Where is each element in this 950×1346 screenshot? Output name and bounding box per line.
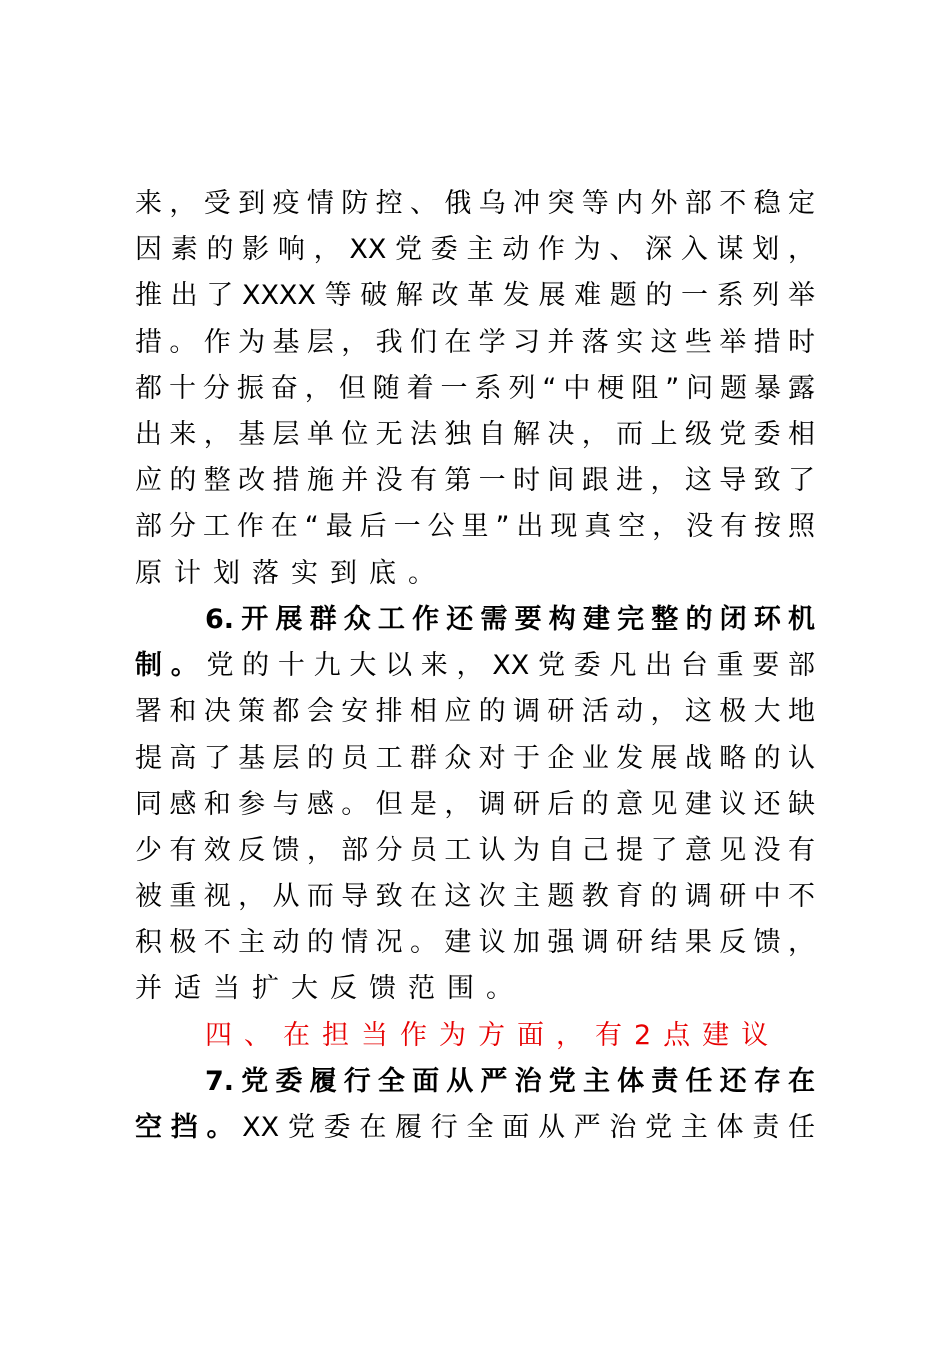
paragraph-line: 因素的影响，XX党委主动作为、深入谋划， <box>135 234 815 265</box>
section-heading-4: 四、在担当作为方面，有2点建议 <box>205 1020 781 1051</box>
paragraph-line: 积极不主动的情况。建议加强调研结果反馈， <box>135 927 815 958</box>
paragraph-line-last: 原计划落实到底。 <box>135 558 447 589</box>
paragraph-line: 出来，基层单位无法独自解决，而上级党委相 <box>135 419 815 450</box>
paragraph-line: 少有效反馈，部分员工认为自己提了意见没有 <box>135 835 815 866</box>
paragraph-line: 空挡。XX党委在履行全面从严治党主体责任 <box>135 1112 815 1143</box>
paragraph-line: 来，受到疫情防控、俄乌冲突等内外部不稳定 <box>135 188 815 219</box>
paragraph-line: 推出了XXXX等破解改革发展难题的一系列举 <box>135 280 815 311</box>
paragraph-line: 署和决策都会安排相应的调研活动，这极大地 <box>135 696 815 727</box>
paragraph-line-last: 并适当扩大反馈范围。 <box>135 973 525 1004</box>
paragraph-line: 部分工作在“最后一公里”出现真空，没有按照 <box>135 511 815 542</box>
paragraph-line: 提高了基层的员工群众对于企业发展战略的认 <box>135 743 815 774</box>
paragraph-line: 措。作为基层，我们在学习并落实这些举措时 <box>135 327 815 358</box>
section-6-heading-end: 制。 <box>135 650 207 681</box>
section-7-heading-line: 7.党委履行全面从严治党主体责任还存在 <box>205 1066 815 1097</box>
paragraph-line: 制。党的十九大以来，XX党委凡出台重要部 <box>135 650 815 681</box>
paragraph-line: 被重视，从而导致在这次主题教育的调研中不 <box>135 881 815 912</box>
section-6-heading-line: 6.开展群众工作还需要构建完整的闭环机 <box>205 604 815 635</box>
section-7-heading-end: 空挡。 <box>135 1112 243 1143</box>
paragraph-line: 同感和参与感。但是，调研后的意见建议还缺 <box>135 789 815 820</box>
paragraph-line: 应的整改措施并没有第一时间跟进，这导致了 <box>135 465 815 496</box>
paragraph-line: 都十分振奋，但随着一系列“中梗阻”问题暴露 <box>135 373 815 404</box>
